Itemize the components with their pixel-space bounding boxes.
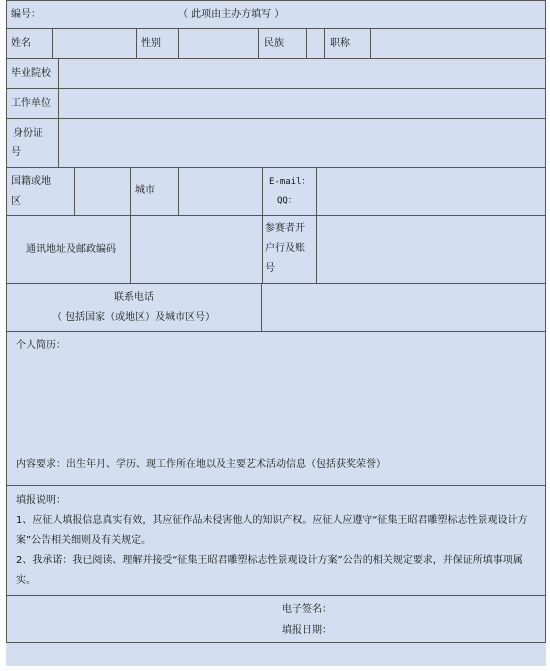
bank-label-cell: [262, 216, 316, 284]
nation-label-line2: 区: [11, 196, 21, 207]
email-label: E-mail：: [269, 177, 311, 187]
personal-info-row: [6, 28, 546, 59]
bank-label-line2: 户行及账: [265, 243, 305, 254]
city-field[interactable]: [178, 168, 262, 216]
id-row: [6, 118, 546, 168]
notes-item-1: 1、应征人填报信息真实有效，其应征作品未侵害他人的知识产权。应征人应遵守“征集王昭君雕塑标志性景观设计方案”公告相关细则及有关规定。: [16, 515, 528, 546]
ethnicity-label-cell: [258, 29, 306, 59]
signature-row: [6, 595, 546, 643]
school-label: 毕业院校: [11, 68, 51, 79]
phone-field[interactable]: [261, 284, 546, 332]
work-row: [6, 88, 546, 119]
gender-label-cell: [136, 29, 178, 59]
work-label: 工作单位: [11, 98, 51, 109]
contact-label-cell: [262, 168, 316, 216]
number-row: [6, 0, 546, 29]
nation-row: [6, 167, 546, 216]
id-field[interactable]: [58, 119, 546, 168]
name-label: 姓名: [11, 38, 31, 49]
id-label-line1: 身份证: [13, 128, 43, 139]
id-label-line2: 号: [11, 147, 21, 158]
phone-label-line2: （ 包括国家（或地区）及城市区号）: [52, 312, 216, 323]
resume-row[interactable]: [6, 331, 546, 486]
notes-row: [6, 485, 546, 596]
address-row: [6, 215, 546, 284]
title-field[interactable]: [370, 29, 546, 59]
ethnicity-label: 民族: [264, 38, 284, 49]
organizer-note: （ 此项由主办方填写 ）: [178, 9, 285, 20]
name-field[interactable]: [52, 29, 136, 59]
address-label: 通讯地址及邮政编码: [26, 244, 116, 255]
school-row: [6, 58, 546, 89]
resume-label: 个人简历：: [16, 340, 66, 351]
notes-title: 填报说明：: [16, 495, 66, 506]
title-label-cell: [324, 29, 370, 59]
registration-form: [6, 0, 546, 666]
resume-requirement: 内容要求：出生年月、学历、现工作所在地以及主要艺术活动信息（包括获奖荣誉）: [16, 459, 386, 470]
school-field[interactable]: [58, 59, 546, 89]
qq-label: QQ：: [277, 196, 297, 206]
bank-label-line1: 参赛者开: [265, 223, 305, 234]
gender-label: 性别: [141, 38, 161, 49]
bank-field[interactable]: [316, 216, 546, 284]
notes-item-2: 2、我承诺：我已阅读、理解并接受“征集王昭君雕塑标志性景观设计方案”公告的相关规定要求，并保证所填事项属实。: [16, 555, 523, 586]
address-field[interactable]: [130, 216, 262, 284]
phone-label-line1: 联系电话: [114, 292, 154, 303]
number-label: 编号：: [11, 9, 41, 20]
city-label: 城市: [135, 185, 155, 196]
nation-label-line1: 国籍或地: [11, 176, 51, 187]
email-qq-field[interactable]: [316, 168, 546, 216]
signature-label: 电子签名：: [282, 604, 332, 615]
phone-row: [6, 283, 546, 332]
ethnicity-field[interactable]: [306, 29, 324, 59]
title-label: 职称: [330, 38, 350, 49]
city-label-cell: [130, 168, 178, 216]
nation-field[interactable]: [74, 168, 130, 216]
date-label: 填报日期：: [282, 625, 332, 636]
gender-field[interactable]: [178, 29, 258, 59]
bank-label-line3: 号: [265, 263, 275, 274]
work-field[interactable]: [58, 89, 546, 119]
